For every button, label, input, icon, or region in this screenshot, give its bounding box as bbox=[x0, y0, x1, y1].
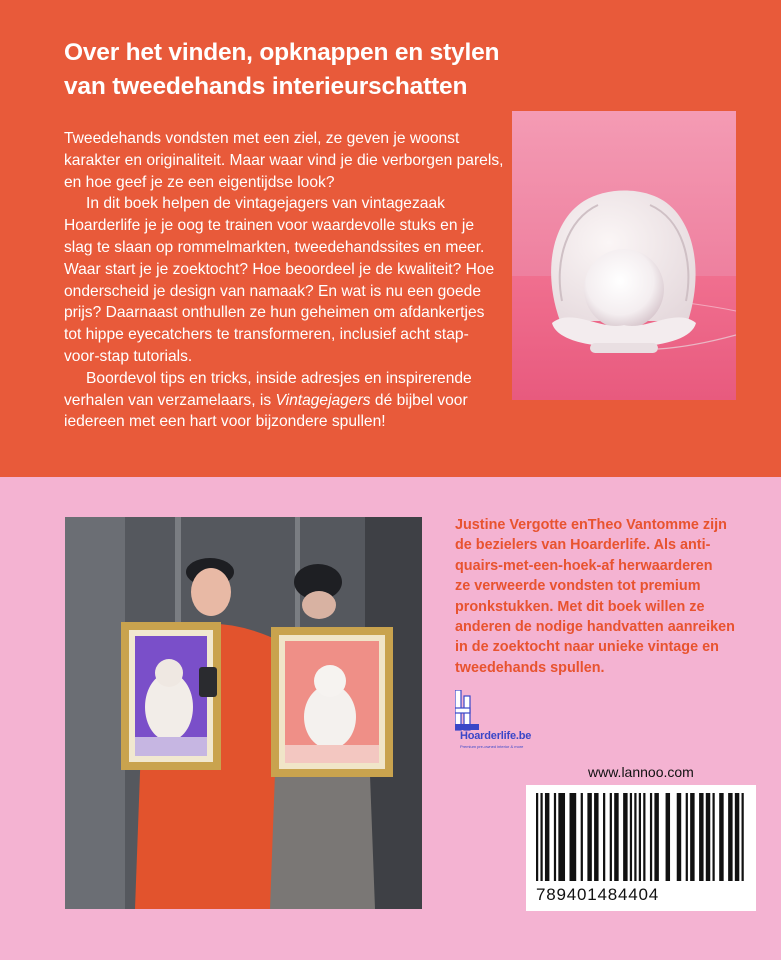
bio-line: pronkstukken. Met dit boek willen ze bbox=[455, 598, 705, 615]
barcode-bar bbox=[728, 793, 732, 881]
barcode-bar bbox=[639, 793, 641, 881]
barcode-number: 789401484404 bbox=[536, 885, 660, 904]
barcode-bar bbox=[614, 793, 618, 881]
authors-illustration bbox=[65, 517, 422, 909]
bio-line: Justine Vergotte enTheo Vantomme zijn bbox=[455, 517, 727, 533]
barcode-bar bbox=[610, 793, 612, 881]
blurb-paragraph-1: Tweedehands vondsten met een ziel, ze geven je woonst karakter en originaliteit. Maar waar vind je die verborgen parels, en hoe geef je ze een eigentijdse look? bbox=[64, 130, 504, 191]
headline-line-2: van tweedehands interieurschatten bbox=[64, 73, 468, 100]
barcode-bar bbox=[706, 793, 710, 881]
blurb-paragraph-2: In dit boek helpen de vintagejagers van vintagezaak Hoarderlife je je oog te trainen voor waardevolle stuks en je slag te slaan op rommelmarkten, tweedehandssites en meer. Waar start je je zoektocht? Hoe beoordeel je de kwaliteit? Hoe onderscheid je design van namaak? En wat is nu een goede prijs? Daarnaast onthullen ze hun geheimen om afdankertjes tot hippe eyecatchers te transformeren, inclusief acht stap-voor-stap tutorials. bbox=[64, 195, 495, 365]
blurb-p3-start: Boordevol tips en tricks, inside adresjes en inspirerende verhalen van verzamelaars, is bbox=[64, 369, 472, 409]
headline-line-1: Over het vinden, opknappen en stylen bbox=[64, 39, 500, 66]
barcode-bar bbox=[558, 793, 565, 881]
barcode-bar bbox=[634, 793, 636, 881]
barcode-bar bbox=[581, 793, 583, 881]
barcode-bar bbox=[540, 793, 542, 881]
hoarderlife-logo bbox=[455, 690, 545, 752]
publisher-url: www.lannoo.com bbox=[588, 764, 694, 780]
top-panel bbox=[0, 0, 781, 477]
barcode-bar bbox=[690, 793, 694, 881]
barcode-bar bbox=[719, 793, 723, 881]
hoarderlife-wordmark bbox=[460, 730, 531, 742]
barcode-bar bbox=[699, 793, 703, 881]
logo-tagline: Premium pre-owned interior & more bbox=[460, 744, 524, 749]
barcode-bar bbox=[587, 793, 591, 881]
barcode bbox=[526, 785, 756, 911]
barcode-bars bbox=[536, 793, 746, 881]
logo-name: Hoarderlife bbox=[460, 730, 516, 742]
blurb-paragraph-3 bbox=[64, 368, 504, 433]
bio-line: in de zoektocht naar unieke vintage en bbox=[455, 639, 719, 656]
barcode-bar bbox=[686, 793, 688, 881]
barcode-bar bbox=[712, 793, 714, 881]
bio-line: anderen de nodige handvatten aanreiken bbox=[455, 619, 735, 636]
barcode-bar bbox=[677, 793, 681, 881]
bio-line: quairs-met-een-hoek-af herwaarderen bbox=[455, 557, 713, 574]
authors-photo bbox=[65, 517, 422, 909]
barcode-bar bbox=[735, 793, 739, 881]
barcode-bar bbox=[536, 793, 538, 881]
barcode-bar bbox=[545, 793, 549, 881]
bio-line: ze verweerde vondsten tot premium bbox=[455, 578, 701, 595]
barcode-bar bbox=[623, 793, 627, 881]
bio-line: tweedehands spullen. bbox=[455, 659, 605, 676]
barcode-bar bbox=[742, 793, 744, 881]
shell-lamp-photo bbox=[512, 111, 736, 400]
logo-suffix: .be bbox=[515, 730, 532, 742]
blurb-p3-end: dé bijbel voor iedereen met een hart voor bijzondere spullen! bbox=[64, 391, 468, 431]
blurb bbox=[64, 128, 504, 433]
barcode-bar bbox=[594, 793, 598, 881]
shell-lamp-illustration bbox=[512, 111, 736, 400]
barcode-bar bbox=[554, 793, 556, 881]
barcode-bar bbox=[570, 793, 577, 881]
barcode-bar bbox=[650, 793, 652, 881]
bio-line: de bezielers van Hoarderlife. Als anti- bbox=[455, 537, 711, 554]
barcode-bar bbox=[603, 793, 605, 881]
barcode-bar bbox=[654, 793, 658, 881]
barcode-bar bbox=[630, 793, 632, 881]
headline bbox=[64, 36, 584, 104]
barcode-bar bbox=[643, 793, 645, 881]
book-title: Vintagejagers bbox=[275, 391, 371, 409]
barcode-bar bbox=[666, 793, 670, 881]
authors-bio bbox=[455, 515, 755, 678]
